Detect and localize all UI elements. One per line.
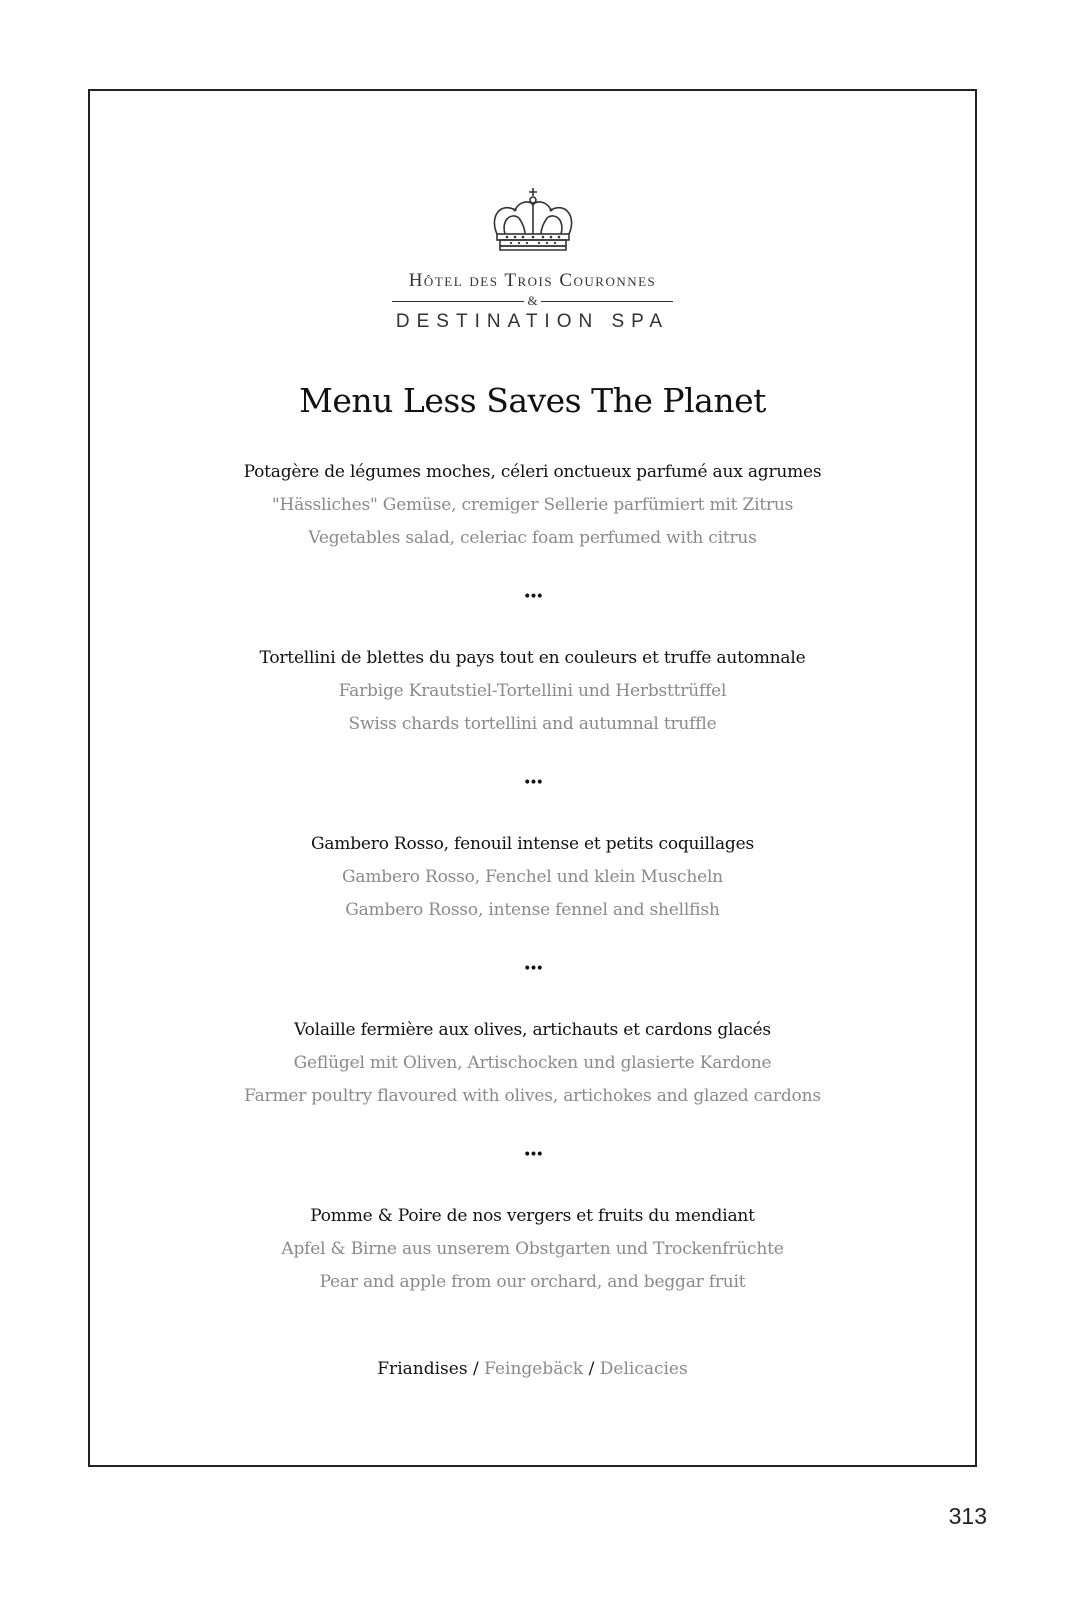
hotel-logo [90,186,975,333]
course-separator: ••• [523,775,542,791]
hotel-name: Hôtel des Trois Couronnes [408,270,657,291]
friandises-slash: / [472,1359,479,1379]
crown-icon [485,186,581,256]
course-separator: ••• [523,1147,542,1163]
menu-title: Menu Less Saves The Planet [299,381,766,420]
course-4-german: Geflügel mit Oliven, Artischocken und glasierte Kardone [293,1053,772,1073]
course-2-english: Swiss chards tortellini and autumnal truffle [348,714,717,734]
divider-line-left [392,301,524,302]
friandises-english: Delicacies [599,1359,688,1379]
hotel-ampersand: & [527,293,538,308]
course-4 [90,1014,975,1113]
course-2 [90,642,975,741]
course-3 [90,828,975,927]
course-3-german: Gambero Rosso, Fenchel und klein Muscheln [342,867,723,887]
friandises-french: Friandises [377,1359,468,1379]
course-separator: ••• [523,961,542,977]
course-5-french: Pomme & Poire de nos vergers et fruits du mendiant [310,1206,755,1226]
course-3-english: Gambero Rosso, intense fennel and shellfish [345,900,720,920]
course-2-french: Tortellini de blettes du pays tout en couleurs et truffe automnale [259,648,806,668]
course-1-english: Vegetables salad, celeriac foam perfumed with citrus [308,528,757,548]
course-separator: ••• [523,589,542,605]
course-1-french: Potagère de légumes moches, céleri onctueux parfumé aux agrumes [243,462,822,482]
course-5-german: Apfel & Birne aus unserem Obstgarten und Trockenfrüchte [281,1239,784,1259]
course-4-french: Volaille fermière aux olives, artichauts et cardons glacés [294,1020,771,1040]
friandises-line [90,1359,975,1379]
divider-line-right [541,301,673,302]
course-4-english: Farmer poultry flavoured with olives, artichokes and glazed cardons [244,1086,821,1106]
friandises-slash: / [588,1359,595,1379]
friandises-german: Feingebäck [484,1359,584,1379]
course-1 [90,456,975,555]
hotel-logo-divider [90,294,975,308]
spa-name: DESTINATION SPA [395,311,670,332]
course-5-english: Pear and apple from our orchard, and beggar fruit [319,1272,746,1292]
menu-card [88,89,977,1467]
course-5 [90,1200,975,1299]
page-number: 313 [948,1503,987,1529]
course-1-german: "Hässliches" Gemüse, cremiger Sellerie parfümiert mit Zitrus [271,495,794,515]
course-3-french: Gambero Rosso, fenouil intense et petits coquillages [310,834,754,854]
course-2-german: Farbige Krautstiel-Tortellini und Herbsttrüffel [338,681,727,701]
